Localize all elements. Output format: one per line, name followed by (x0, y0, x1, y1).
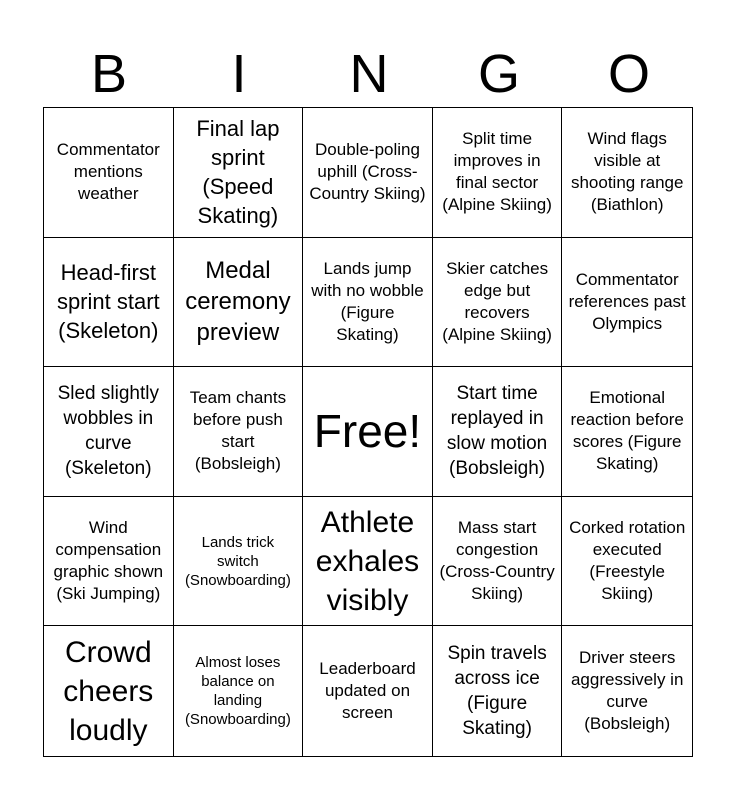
free-space[interactable]: Free! (303, 367, 433, 497)
bingo-cell[interactable]: Corked rotation executed (Freestyle Skiing) (562, 497, 692, 627)
bingo-cell[interactable]: Lands jump with no wobble (Figure Skating) (303, 238, 433, 368)
header-letter-b: B (90, 44, 128, 104)
header-letter-g: G (477, 44, 520, 104)
bingo-cell[interactable]: Almost loses balance on landing (Snowboarding) (174, 626, 304, 756)
bingo-cell[interactable]: Skier catches edge but recovers (Alpine Skiing) (433, 238, 563, 368)
bingo-cell[interactable]: Spin travels across ice (Figure Skating) (433, 626, 563, 756)
bingo-cell[interactable]: Final lap sprint (Speed Skating) (174, 108, 304, 238)
bingo-cell[interactable]: Crowd cheers loudly (44, 626, 174, 756)
bingo-cell[interactable]: Sled slightly wobbles in curve (Skeleton) (44, 367, 174, 497)
bingo-cell[interactable]: Team chants before push start (Bobsleigh) (174, 367, 304, 497)
bingo-cell[interactable]: Wind flags visible at shooting range (Biathlon) (562, 108, 692, 238)
bingo-cell[interactable]: Wind compensation graphic shown (Ski Jumping) (44, 497, 174, 627)
bingo-cell[interactable]: Lands trick switch (Snowboarding) (174, 497, 304, 627)
bingo-cell[interactable]: Medal ceremony preview (174, 238, 304, 368)
bingo-cell[interactable]: Commentator mentions weather (44, 108, 174, 238)
bingo-cell[interactable]: Leaderboard updated on screen (303, 626, 433, 756)
bingo-cell[interactable]: Head-first sprint start (Skeleton) (44, 238, 174, 368)
bingo-cell[interactable]: Split time improves in final sector (Alpine Skiing) (433, 108, 563, 238)
bingo-cell[interactable]: Athlete exhales visibly (303, 497, 433, 627)
header-letter-i: I (231, 44, 247, 104)
bingo-board (43, 107, 693, 757)
bingo-cell[interactable]: Commentator references past Olympics (562, 238, 692, 368)
bingo-cell[interactable]: Mass start congestion (Cross-Country Skiing) (433, 497, 563, 627)
bingo-header (44, 44, 694, 104)
header-letter-n: N (349, 44, 389, 104)
header-letter-o: O (607, 44, 650, 104)
bingo-cell[interactable]: Start time replayed in slow motion (Bobsleigh) (433, 367, 563, 497)
bingo-cell[interactable]: Emotional reaction before scores (Figure Skating) (562, 367, 692, 497)
bingo-cell[interactable]: Driver steers aggressively in curve (Bobsleigh) (570, 648, 684, 734)
bingo-cell[interactable]: Double-poling uphill (Cross-Country Skiing) (303, 108, 433, 238)
